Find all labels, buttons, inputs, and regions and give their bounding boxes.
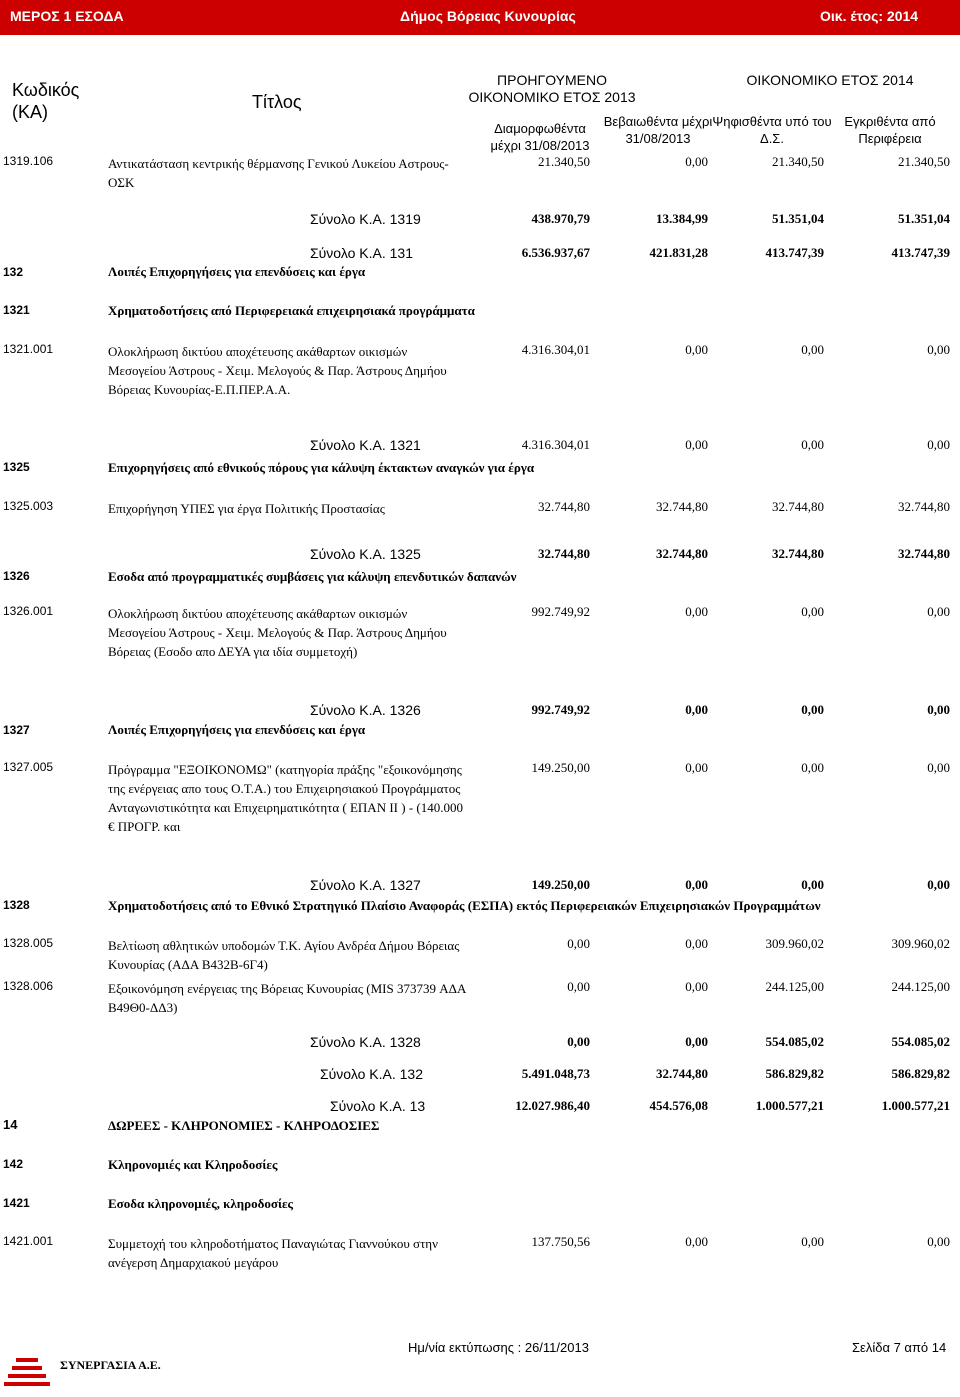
column-header-amended: Διαμορφωθέντα μέχρι 31/08/2013 xyxy=(490,121,590,153)
total-amended: 32.744,80 xyxy=(538,546,590,561)
total-approved: 0,00 xyxy=(927,877,950,892)
value-voted: 0,00 xyxy=(801,1234,824,1249)
total-label: Σύνολο Κ.Α. 1321 xyxy=(310,437,421,453)
value-amended: 0,00 xyxy=(567,936,590,951)
section-code: 14 xyxy=(3,1117,18,1132)
value-approved: 32.744,80 xyxy=(898,499,950,514)
value-amended: 992.749,92 xyxy=(531,604,590,619)
section-title: Χρηματοδοτήσεις από το Εθνικό Στρατηγικό Πλαίσιο Αναφοράς (ΕΣΠΑ) εκτός Περιφερειακών Επιχειρησιακών Προγραμμάτων xyxy=(108,898,821,913)
column-header-code: Κωδικός xyxy=(12,80,80,100)
total-certified: 13.384,99 xyxy=(656,211,708,226)
total-certified: 0,00 xyxy=(685,702,708,717)
value-certified: 0,00 xyxy=(685,342,708,357)
row-code: 1328.005 xyxy=(3,936,54,950)
value-approved: 0,00 xyxy=(927,760,950,775)
total-certified: 32.744,80 xyxy=(656,1066,708,1081)
total-amended: 4.316.304,01 xyxy=(521,437,590,452)
column-group-cur-year: ΟΙΚΟΝΟΜΙΚΟ ΕΤΟΣ 2014 xyxy=(746,72,914,88)
total-voted: 0,00 xyxy=(801,702,824,717)
row-title: Ολοκλήρωση δικτύου αποχέτευσης ακάθαρτων οικισμών Μεσογείου Άστρους - Χειμ. Μελογούς & Παρ. Άστρους Δημήου Βόρειας Κυνουρίας-Ε.Π.ΠΕΡ.Α.Α. xyxy=(108,344,447,397)
column-header-approved: Εγκριθέντα από Περιφέρεια xyxy=(844,114,936,146)
total-approved: 51.351,04 xyxy=(898,211,950,226)
value-certified: 0,00 xyxy=(685,979,708,994)
row-code: 1327.005 xyxy=(3,760,54,774)
company-logo xyxy=(2,1352,52,1392)
section-code: 1325 xyxy=(3,460,30,474)
total-amended: 992.749,92 xyxy=(531,702,590,717)
column-header-code-abbr: (ΚΑ) xyxy=(12,102,48,122)
row-title: Συμμετοχή του κληροδοτήματος Παναγιώτας Γιαννούκου στην ανέγερση Δημαρχιακού μεγάρου xyxy=(108,1236,438,1270)
total-certified: 421.831,28 xyxy=(649,245,708,260)
column-group-prev-year: ΠΡΟΗΓΟΥΜΕΝΟ ΟΙΚΟΝΟΜΙΚΟ ΕΤΟΣ 2013 xyxy=(468,72,636,105)
value-certified: 32.744,80 xyxy=(656,499,708,514)
total-approved: 586.829,82 xyxy=(891,1066,950,1081)
value-approved: 21.340,50 xyxy=(898,154,950,169)
row-code: 1326.001 xyxy=(3,604,54,618)
value-approved: 0,00 xyxy=(927,342,950,357)
row-title: Βελτίωση αθλητικών υποδομών Τ.Κ. Αγίου Ανδρέα Δήμου Βόρειας Κυνουρίας (ΑΔΑ Β432Β-6Γ4) xyxy=(108,938,460,972)
total-voted: 51.351,04 xyxy=(772,211,824,226)
section-code: 142 xyxy=(3,1157,24,1171)
total-amended: 149.250,00 xyxy=(531,877,590,892)
total-approved: 0,00 xyxy=(927,437,950,452)
value-voted: 309.960,02 xyxy=(765,936,824,951)
section-title: Επιχορηγήσεις από εθνικούς πόρους για κάλυψη έκτακτων αναγκών για έργα xyxy=(108,460,535,475)
total-certified: 0,00 xyxy=(685,1034,708,1049)
total-label: Σύνολο Κ.Α. 1327 xyxy=(310,877,421,893)
column-header-certified: Βεβαιωθέντα μέχρι 31/08/2013 xyxy=(603,114,713,146)
section-title: Χρηματοδοτήσεις από Περιφερειακά επιχειρησιακά προγράμματα xyxy=(108,303,475,318)
section-title: Λοιπές Επιχορηγήσεις για επενδύσεις και έργα xyxy=(108,722,366,737)
value-certified: 0,00 xyxy=(685,154,708,169)
row-code: 1319.106 xyxy=(3,154,54,168)
total-amended: 12.027.986,40 xyxy=(515,1098,590,1113)
section-code: 1328 xyxy=(3,898,30,912)
section-label: ΜΕΡΟΣ 1 ΕΣΟΔΑ xyxy=(10,8,124,24)
value-approved: 0,00 xyxy=(927,604,950,619)
section-title: ΔΩΡΕΕΣ - ΚΛΗΡΟΝΟΜΙΕΣ - ΚΛΗΡΟΔΟΣΙΕΣ xyxy=(108,1118,380,1133)
value-amended: 0,00 xyxy=(567,979,590,994)
value-amended: 137.750,56 xyxy=(531,1234,590,1249)
value-voted: 0,00 xyxy=(801,760,824,775)
total-approved: 554.085,02 xyxy=(891,1034,950,1049)
value-amended: 21.340,50 xyxy=(538,154,590,169)
row-title: Εξοικονόμηση ενέργειας της Βόρειας Κυνουρίας (MIS 373739 ΑΔΑ Β49Θ0-ΔΔ3) xyxy=(108,981,466,1015)
row-title: Επιχορήγηση ΥΠΕΣ για έργα Πολιτικής Προστασίας xyxy=(108,501,385,516)
value-amended: 4.316.304,01 xyxy=(521,342,590,357)
total-amended: 5.491.048,73 xyxy=(521,1066,590,1081)
total-voted: 1.000.577,21 xyxy=(755,1098,824,1113)
total-certified: 454.576,08 xyxy=(649,1098,708,1113)
section-code: 1321 xyxy=(3,303,30,317)
total-approved: 1.000.577,21 xyxy=(881,1098,950,1113)
value-amended: 32.744,80 xyxy=(538,499,590,514)
value-voted: 0,00 xyxy=(801,604,824,619)
row-title: Ολοκλήρωση δικτύου αποχέτευσης ακάθαρτων οικισμών Μεσογείου Άστρους - Χειμ. Μελογούς & Παρ. Άστρους Δημήου Βόρειας (Εσοδο απο ΔΕΥΑ για ιδία συμμετοχή) xyxy=(108,606,447,659)
row-code: 1325.003 xyxy=(3,499,54,513)
company-name: ΣΥΝΕΡΓΑΣΙΑ Α.Ε. xyxy=(60,1358,161,1372)
total-voted: 32.744,80 xyxy=(772,546,824,561)
total-label: Σύνολο Κ.Α. 1328 xyxy=(310,1034,421,1050)
row-code: 1328.006 xyxy=(3,979,54,993)
print-date: Ημ/νία εκτύπωσης : 26/11/2013 xyxy=(408,1340,589,1355)
total-voted: 586.829,82 xyxy=(765,1066,824,1081)
fiscal-year: Οικ. έτος: 2014 xyxy=(820,8,919,24)
row-title: Αντικατάσταση κεντρικής θέρμανσης Γενικού Λυκείου Αστρους-ΟΣΚ xyxy=(108,156,449,190)
total-label: Σύνολο Κ.Α. 1326 xyxy=(310,702,421,718)
total-approved: 413.747,39 xyxy=(891,245,950,260)
total-approved: 0,00 xyxy=(927,702,950,717)
value-certified: 0,00 xyxy=(685,1234,708,1249)
section-code: 132 xyxy=(3,265,24,279)
row-title: Πρόγραμμα "ΕΞΟΙΚΟΝΟΜΩ" (κατηγορία πράξης "εξοικονόμησης της ενέργειας απο τους Ο.Τ.Α.) του Επιχειρησιακού Προγράμματος Ανταγωνιστικότητα και Επιχειρηματικότητα ( ΕΠΑΝ ΙΙ ) - (140.000 € ΠΡΟΓΡ. και xyxy=(108,762,463,834)
value-certified: 0,00 xyxy=(685,760,708,775)
section-title: Εσοδα από προγραμματικές συμβάσεις για κάλυψη επενδυτικών δαπανών xyxy=(108,569,517,584)
total-voted: 0,00 xyxy=(801,877,824,892)
total-label: Σύνολο Κ.Α. 132 xyxy=(320,1066,423,1082)
total-voted: 554.085,02 xyxy=(765,1034,824,1049)
total-amended: 0,00 xyxy=(567,1034,590,1049)
column-header-voted: Ψηφισθέντα υπό του Δ.Σ. xyxy=(712,114,832,146)
section-code: 1327 xyxy=(3,723,30,737)
row-code: 1421.001 xyxy=(3,1234,54,1248)
section-title: Λοιπές Επιχορηγήσεις για επενδύσεις και έργα xyxy=(108,264,366,279)
total-label: Σύνολο Κ.Α. 1325 xyxy=(310,546,421,562)
row-code: 1321.001 xyxy=(3,342,54,356)
section-code: 1326 xyxy=(3,569,30,583)
total-amended: 438.970,79 xyxy=(531,211,590,226)
page-number: Σελίδα 7 από 14 xyxy=(852,1340,947,1355)
section-title: Εσοδα κληρονομιές, κληροδοσίες xyxy=(108,1196,294,1211)
value-approved: 0,00 xyxy=(927,1234,950,1249)
section-code: 1421 xyxy=(3,1196,30,1210)
value-voted: 21.340,50 xyxy=(772,154,824,169)
municipality-name: Δήμος Βόρειας Κυνουρίας xyxy=(400,8,576,24)
total-amended: 6.536.937,67 xyxy=(521,245,590,260)
column-header-title: Τίτλος xyxy=(252,92,302,112)
total-approved: 32.744,80 xyxy=(898,546,950,561)
total-label: Σύνολο Κ.Α. 13 xyxy=(330,1098,426,1114)
value-voted: 32.744,80 xyxy=(772,499,824,514)
value-approved: 309.960,02 xyxy=(891,936,950,951)
total-voted: 0,00 xyxy=(801,437,824,452)
value-voted: 244.125,00 xyxy=(765,979,824,994)
value-approved: 244.125,00 xyxy=(891,979,950,994)
value-certified: 0,00 xyxy=(685,604,708,619)
section-title: Κληρονομιές και Κληροδοσίες xyxy=(108,1157,278,1172)
total-voted: 413.747,39 xyxy=(765,245,824,260)
value-voted: 0,00 xyxy=(801,342,824,357)
total-certified: 32.744,80 xyxy=(656,546,708,561)
total-label: Σύνολο Κ.Α. 1319 xyxy=(310,211,421,227)
value-amended: 149.250,00 xyxy=(531,760,590,775)
value-certified: 0,00 xyxy=(685,936,708,951)
header-bar xyxy=(0,0,960,35)
total-certified: 0,00 xyxy=(685,877,708,892)
total-certified: 0,00 xyxy=(685,437,708,452)
total-label: Σύνολο Κ.Α. 131 xyxy=(310,245,413,261)
